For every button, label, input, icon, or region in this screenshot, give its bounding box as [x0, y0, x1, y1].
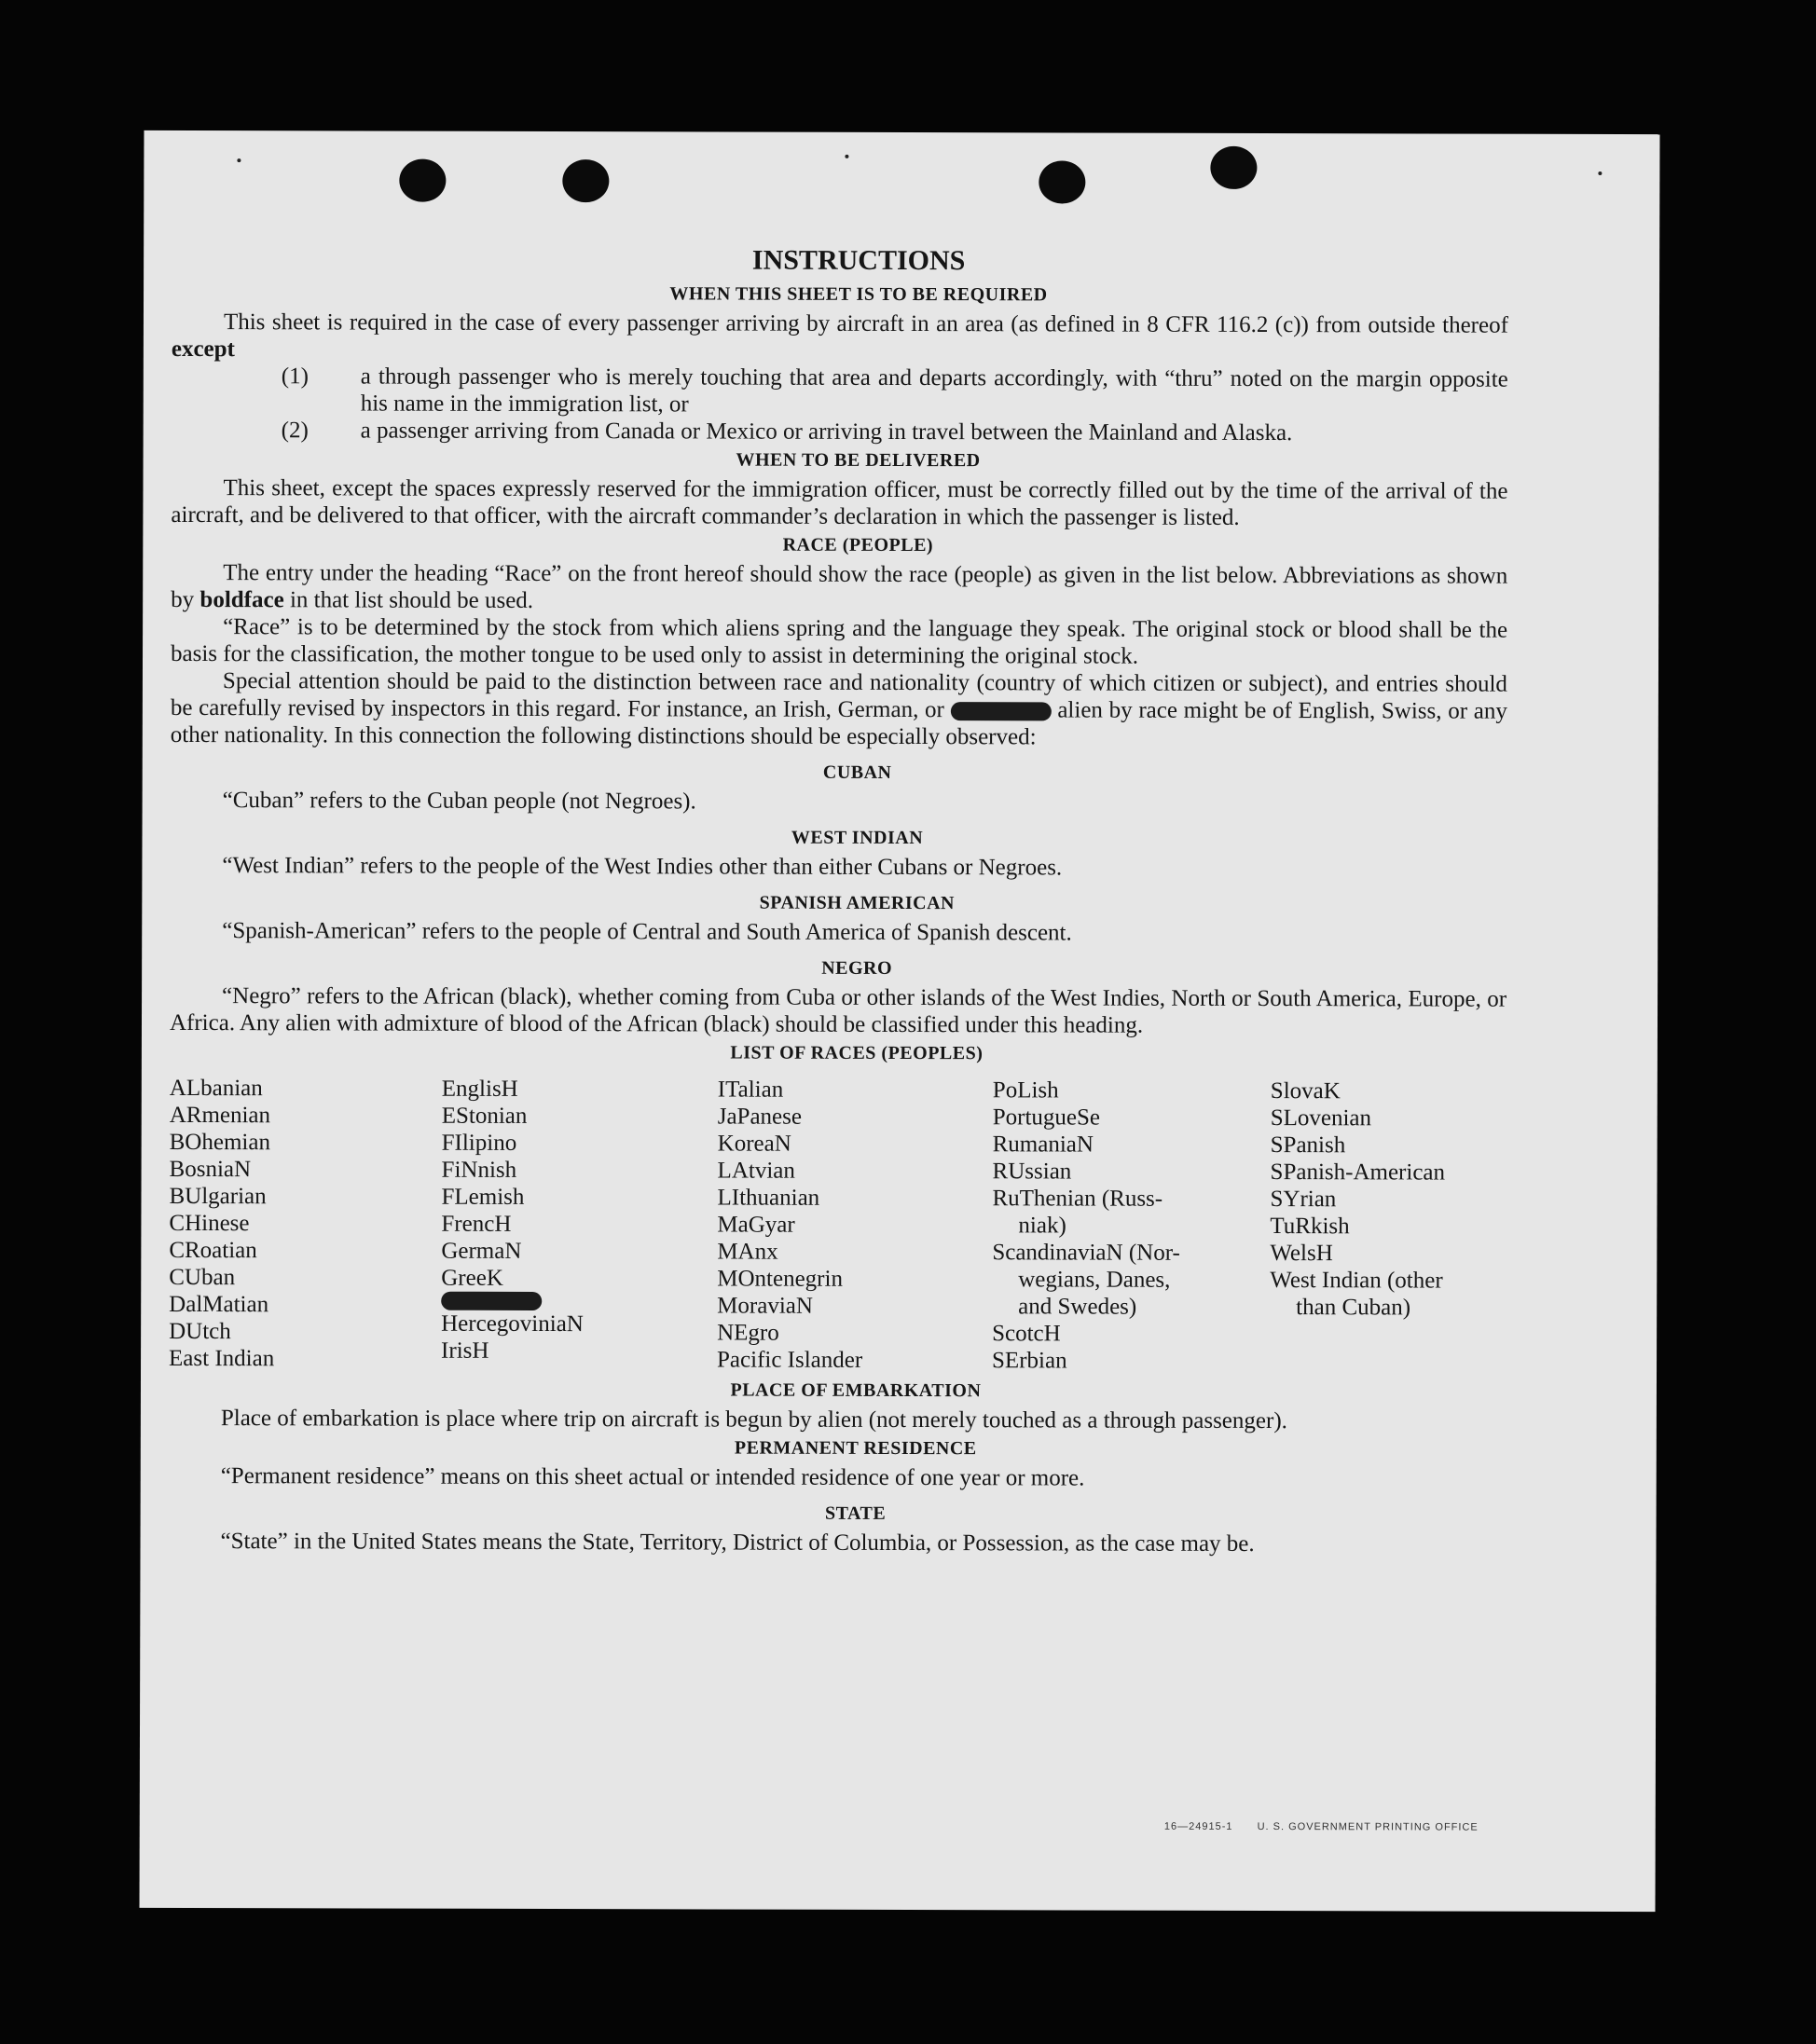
race-item: LIthuanian: [717, 1185, 820, 1211]
race-item: EStonian: [441, 1103, 528, 1129]
page-title: INSTRUCTIONS: [751, 244, 966, 277]
negro-text: “Negro” refers to the African (black), whether coming from Cuba or other islands of the West Indies, North or South America, Europe, or Africa. Any alien with admixture of blood of the African (black) should be classified under this heading.: [169, 983, 1507, 1038]
race-item: ITalian: [717, 1077, 784, 1103]
race-item: SPanish: [1270, 1132, 1346, 1159]
race-item-continued: than Cuban): [1296, 1295, 1411, 1321]
exception-item: (2) a passenger arriving from Canada or Mexico or arriving in travel between the Mainland and Alaska.: [281, 418, 1293, 446]
dust-speck: [845, 155, 848, 158]
state-text: “State” in the United States means the State, Territory, District of Columbia, or Possession, as the case may be.: [220, 1529, 1255, 1557]
race-item: CHinese: [169, 1210, 250, 1237]
race-item: West Indian (other: [1270, 1268, 1443, 1294]
section-heading-when-required: WHEN THIS SHEET IS TO BE REQUIRED: [669, 283, 1048, 306]
race-item: GermaN: [441, 1238, 522, 1264]
race-item: GreeK: [441, 1265, 503, 1291]
punch-hole: [1039, 160, 1085, 203]
race-item: MaGyar: [717, 1212, 795, 1238]
race-item-redacted: [441, 1292, 717, 1311]
race-item: ALbanian: [169, 1075, 263, 1102]
race-item: BUlgarian: [169, 1183, 267, 1210]
race-item: RumaniaN: [992, 1132, 1094, 1158]
race-item: FrencH: [441, 1211, 512, 1237]
race-paragraph-3: Special attention should be paid to the distinction between race and nationality (country of which citizen or subject), and entries should be carefully revised by inspectors in this regard. For instance, an Irish, German, or alien by race might be of English, Swiss, or any other nationality. In this connection the following distinctions should be especially observed:: [170, 668, 1507, 750]
race-item: SYrian: [1270, 1187, 1337, 1213]
race-item: SPanish-American: [1270, 1159, 1446, 1186]
residence-text: “Permanent residence” means on this sheet actual or intended residence of one year or more.: [220, 1463, 1085, 1491]
punch-hole: [1210, 146, 1257, 189]
section-heading-negro: NEGRO: [821, 957, 893, 979]
document-sheet: [140, 130, 1660, 1912]
section-heading-list-of-races: LIST OF RACES (PEOPLES): [730, 1042, 984, 1064]
race-column: [169, 1075, 442, 1373]
race-item: ARmenian: [169, 1102, 271, 1129]
race-item: RUssian: [992, 1159, 1072, 1185]
race-item: FiNnish: [441, 1157, 517, 1183]
embarkation-text: Place of embarkation is place where trip on aircraft is begun by alien (not merely touched as a through passenger).: [220, 1406, 1287, 1434]
section-heading-embarkation: PLACE OF EMBARKATION: [730, 1379, 982, 1402]
race-item: Pacific Islander: [717, 1347, 863, 1373]
redaction-mark: [951, 702, 1052, 720]
race-item: SlovaK: [1270, 1078, 1341, 1104]
exception-list: [172, 363, 1508, 447]
race-item: RuThenian (Russ-: [992, 1186, 1163, 1212]
section-heading-residence: PERMANENT RESIDENCE: [734, 1437, 977, 1460]
race-item: FLemish: [441, 1184, 525, 1210]
race-item: LAtvian: [717, 1158, 795, 1184]
race-item: PoLish: [992, 1077, 1059, 1104]
race-item: FIlipino: [441, 1130, 517, 1156]
race-item: EnglisH: [441, 1076, 518, 1102]
race-item: DUtch: [169, 1318, 231, 1345]
printer-name: U. S. GOVERNMENT PRINTING OFFICE: [1257, 1821, 1479, 1833]
race-item: WelsH: [1270, 1241, 1333, 1267]
race-paragraph-2: “Race” is to be determined by the stock from which aliens spring and the language they speak. The original stock or blood shall be the basis for the classification, the mother tongue to be used only to assist in determining the original stock.: [170, 614, 1508, 669]
dust-speck: [1598, 171, 1602, 175]
punch-hole: [562, 159, 609, 202]
printer-imprint: [1144, 1821, 1479, 1833]
race-item: HercegoviniaN: [441, 1310, 584, 1338]
race-item: ScotcH: [992, 1321, 1061, 1347]
when-delivered-text: This sheet, except the spaces expressly reserved for the immigration officer, must be correctly filled out by the time of the arrival of the aircraft, and be delivered to that officer, with the aircraft commander’s declaration in which the passenger is listed.: [171, 475, 1508, 530]
dust-speck: [237, 158, 241, 162]
race-item: CRoatian: [169, 1237, 257, 1264]
race-item: ScandinaviaN (Nor-: [992, 1240, 1180, 1266]
race-column: [1270, 1077, 1506, 1376]
race-item: BosniaN: [169, 1156, 252, 1183]
race-item: NEgro: [717, 1320, 779, 1346]
when-required-intro: This sheet is required in the case of every passenger arriving by aircraft in an area (as defined in 8 CFR 116.2 (c)) from outside thereof except: [171, 309, 1508, 363]
race-item: MoraviaN: [717, 1293, 813, 1319]
race-item: TuRkish: [1270, 1214, 1350, 1240]
section-heading-race: RACE (PEOPLE): [782, 534, 934, 556]
instructions-body: [168, 240, 1508, 1558]
race-column: [992, 1077, 1271, 1375]
section-heading-spanish-american: SPANISH AMERICAN: [759, 892, 956, 914]
spanish-american-text: “Spanish-American” refers to the people of Central and South America of Spanish descent.: [222, 918, 1072, 946]
punch-hole: [399, 159, 446, 202]
section-heading-cuban: CUBAN: [822, 761, 892, 783]
race-paragraph-1: The entry under the heading “Race” on the front hereof should show the race (people) as given in the list below. Abbreviations as shown by boldface in that list should be used.: [171, 560, 1508, 613]
race-list: [169, 1075, 1506, 1376]
section-heading-west-indian: WEST INDIAN: [791, 827, 924, 849]
race-item: MAnx: [717, 1239, 778, 1265]
exception-item: (1) a through passenger who is merely touching that area and departs accordingly, with “thru” noted on the margin opposite his name in the immigration list, or: [281, 364, 1508, 418]
redaction-mark: [441, 1292, 542, 1310]
race-item: MOntenegrin: [717, 1266, 844, 1292]
race-item: JaPanese: [717, 1104, 803, 1130]
race-item-continued: niak): [1018, 1213, 1066, 1239]
race-item-continued: wegians, Danes,: [1018, 1267, 1171, 1293]
race-item: PortugueSe: [992, 1104, 1101, 1131]
race-item-continued: and Swedes): [1018, 1294, 1137, 1320]
race-item: SErbian: [992, 1348, 1067, 1374]
section-heading-state: STATE: [825, 1502, 887, 1524]
race-item: BOhemian: [169, 1129, 271, 1156]
race-item: IrisH: [441, 1338, 489, 1364]
race-item: East Indian: [169, 1345, 275, 1372]
race-item: SLovenian: [1270, 1105, 1372, 1132]
race-item: DalMatian: [169, 1291, 269, 1318]
form-number: 16—24915-1: [1163, 1820, 1233, 1832]
west-indian-text: “West Indian” refers to the people of the West Indies other than either Cubans or Negroes.: [222, 853, 1063, 881]
race-item: CUban: [169, 1264, 236, 1291]
section-heading-when-delivered: WHEN TO BE DELIVERED: [736, 449, 981, 472]
race-column: [441, 1076, 718, 1374]
cuban-text: “Cuban” refers to the Cuban people (not Negroes).: [222, 788, 696, 815]
race-column: [717, 1076, 993, 1374]
race-item: KoreaN: [717, 1131, 791, 1157]
